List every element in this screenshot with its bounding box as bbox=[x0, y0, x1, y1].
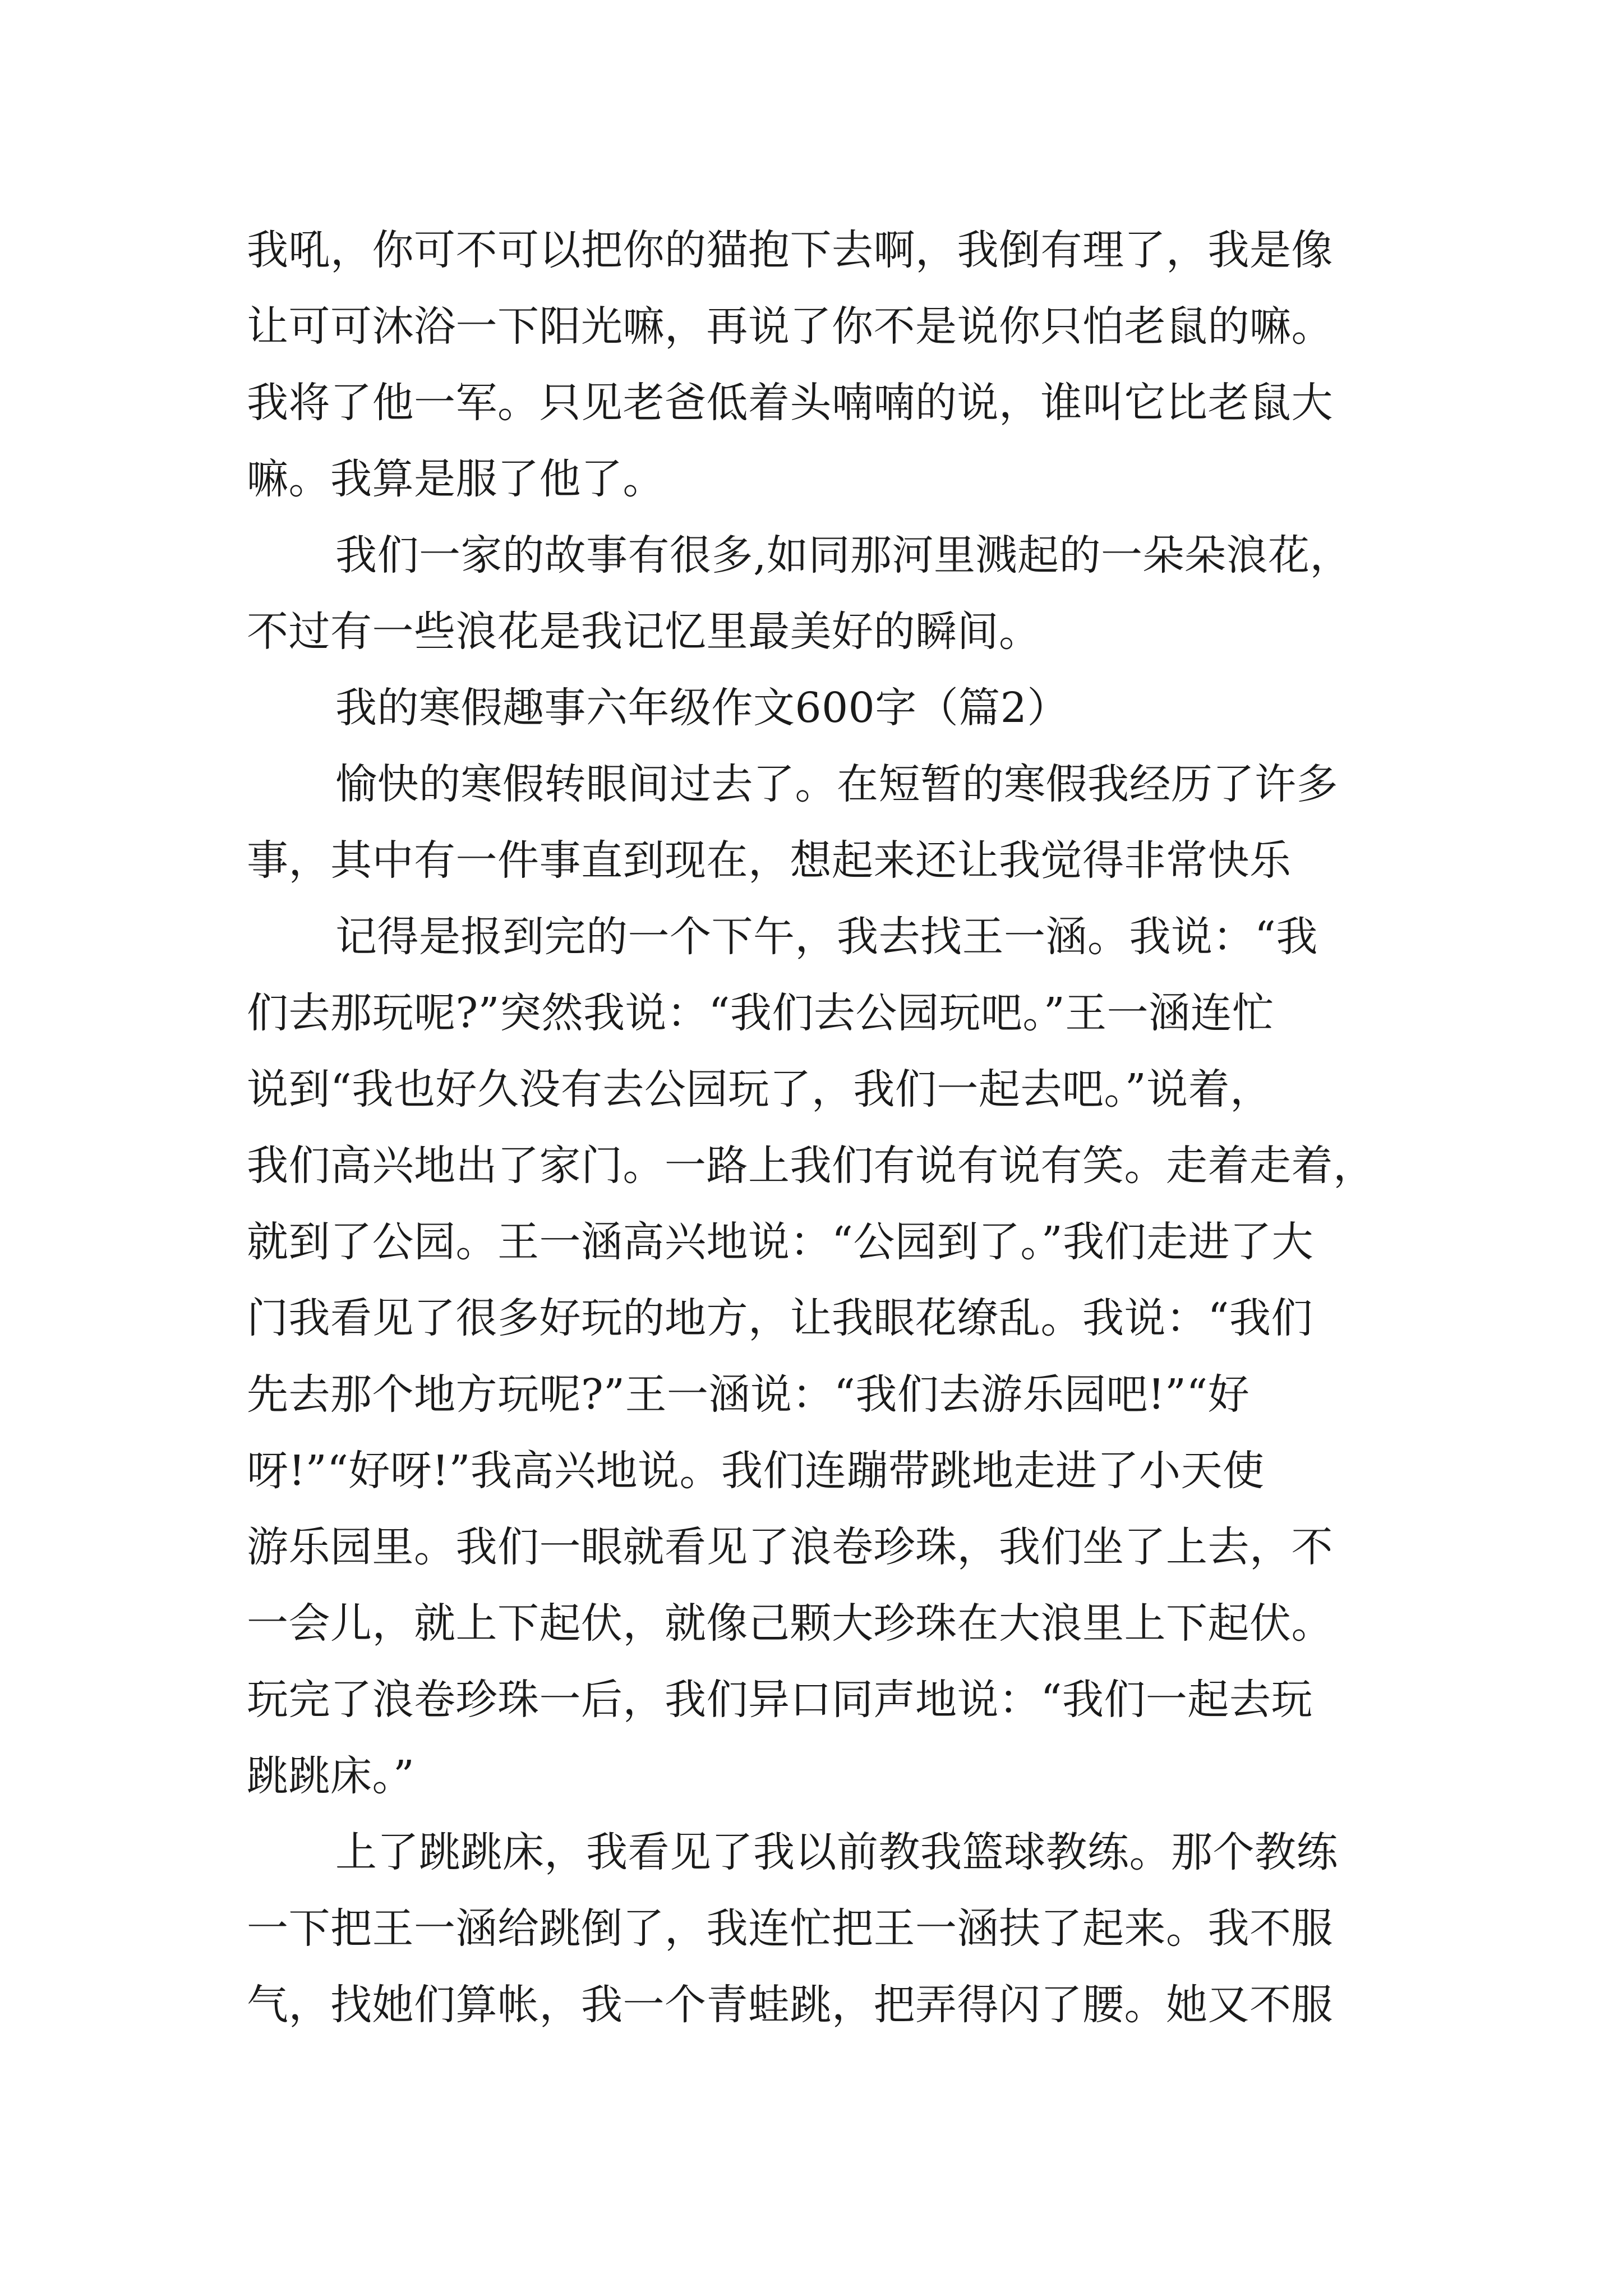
text-line: 我们高兴地出了家门。一路上我们有说有说有笑。走着走着， bbox=[247, 1142, 1375, 1190]
text-line: 一会儿，就上下起伏，就像己颗大珍珠在大浪里上下起伏。 bbox=[247, 1599, 1333, 1648]
text-line: 呀!”“好呀!”我高兴地说。我们连蹦带跳地走进了小天使 bbox=[247, 1447, 1265, 1495]
text-line: 我吼，你可不可以把你的猫抱下去啊，我倒有理了，我是像 bbox=[247, 226, 1333, 274]
section-heading: 我的寒假趣事六年级作文600字（篇2） bbox=[335, 684, 1069, 732]
text-line: 就到了公园。王一涵高兴地说：“公园到了。”我们走进了大 bbox=[247, 1218, 1314, 1266]
text-line: 气，找她们算帐，我一个青蛙跳，把弄得闪了腰。她又不服 bbox=[247, 1981, 1333, 2029]
text-line: 们去那玩呢?”突然我说：“我们去公园玩吧。”王一涵连忙 bbox=[247, 989, 1274, 1037]
text-line: 让可可沐浴一下阳光嘛，再说了你不是说你只怕老鼠的嘛。 bbox=[247, 302, 1333, 351]
text-line: 一下把王一涵给跳倒了，我连忙把王一涵扶了起来。我不服 bbox=[247, 1904, 1333, 1953]
text-line: 事，其中有一件事直到现在，想起来还让我觉得非常快乐 bbox=[247, 836, 1292, 885]
text-line: 先去那个地方玩呢?”王一涵说：“我们去游乐园吧!”“好 bbox=[247, 1370, 1250, 1419]
document-body bbox=[247, 212, 1391, 2043]
text-line: 游乐园里。我们一眼就看见了浪卷珍珠，我们坐了上去，不 bbox=[247, 1523, 1333, 1571]
text-line: 我将了他一军。只见老爸低着头喃喃的说，谁叫它比老鼠大 bbox=[247, 379, 1333, 427]
text-line: 玩完了浪卷珍珠一后，我们异口同声地说：“我们一起去玩 bbox=[247, 1676, 1313, 1724]
text-line: 记得是报到完的一个下午，我去找王一涵。我说：“我 bbox=[335, 913, 1318, 961]
text-line: 上了跳跳床，我看见了我以前教我篮球教练。那个教练 bbox=[335, 1828, 1338, 1876]
text-line: 跳跳床。” bbox=[247, 1752, 415, 1800]
text-line: 说到“我也好久没有去公园玩了，我们一起去吧。”说着， bbox=[247, 1065, 1272, 1114]
text-line: 不过有一些浪花是我记忆里最美好的瞬间。 bbox=[247, 608, 1041, 656]
text-line: 嘛。我算是服了他了。 bbox=[247, 455, 665, 503]
text-line: 门我看见了很多好玩的地方，让我眼花缭乱。我说：“我们 bbox=[247, 1294, 1313, 1342]
text-line: 愉快的寒假转眼间过去了。在短暂的寒假我经历了许多 bbox=[335, 760, 1338, 808]
text-line: 我们一家的故事有很多,如同那河里溅起的一朵朵浪花， bbox=[335, 531, 1352, 579]
